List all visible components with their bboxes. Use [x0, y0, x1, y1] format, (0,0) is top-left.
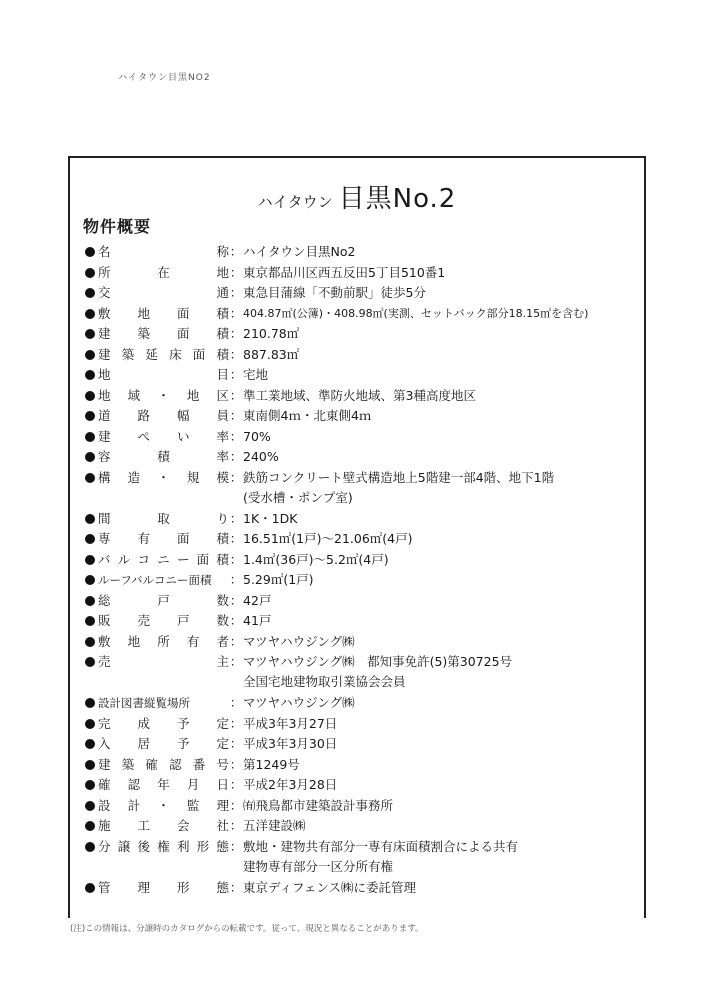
colon-separator: ： [229, 592, 243, 608]
property-value [243, 283, 640, 303]
property-row [85, 468, 640, 509]
property-value-line: 1.4㎡(36戸)〜5.2㎡(4戸) [243, 551, 389, 567]
property-value-line: 41戸 [243, 613, 272, 628]
bullet-icon [85, 596, 95, 606]
property-value-line: 887.83㎡ [243, 346, 300, 362]
property-row [85, 878, 640, 899]
property-value [243, 591, 640, 611]
colon-separator: ： [229, 777, 243, 792]
property-row [85, 693, 640, 714]
property-row [85, 734, 640, 755]
property-value [243, 365, 640, 385]
document-title [70, 178, 644, 215]
property-label: 構 造 ・ 規 模 [98, 469, 229, 485]
property-value-line: マツヤハウジング㈱ 都知事免許(5)第30725号 [243, 654, 513, 669]
property-label: 販 売 戸 数 [98, 613, 229, 628]
colon-separator: ： [229, 326, 243, 341]
property-value-line: 平成2年3月28日 [243, 777, 338, 792]
property-label: 地 域 ・ 地 区 [98, 387, 229, 403]
property-row [85, 816, 640, 837]
property-value [243, 529, 640, 549]
property-value-line: 5.29㎡(1戸) [243, 572, 314, 587]
property-value [243, 816, 640, 836]
colon-separator: ： [229, 264, 243, 280]
property-summary-frame [68, 156, 646, 918]
property-label: 所 在 地 [98, 264, 229, 280]
property-row [85, 652, 640, 693]
property-label: 名 称 [98, 244, 229, 259]
property-value [243, 755, 640, 775]
bullet-icon [85, 821, 95, 831]
property-row [85, 283, 640, 304]
property-row [85, 796, 640, 817]
property-label: ルーフバルコニー面積 [98, 573, 212, 587]
bullet-icon [85, 534, 95, 544]
property-row [85, 632, 640, 653]
colon-separator: ： [229, 695, 243, 710]
property-label: 地 目 [98, 367, 229, 382]
footnote: (注)この情報は、分譲時のカタログからの転載です。従って、現況と異なることがあります。 [70, 924, 424, 934]
bullet-icon [85, 842, 95, 852]
property-row [85, 345, 640, 366]
property-value [243, 447, 640, 467]
property-row [85, 570, 640, 591]
bullet-icon [85, 616, 95, 626]
bullet-icon [85, 514, 95, 524]
property-value-line: 東南側4ｍ・北東側4ｍ [243, 408, 372, 423]
colon-separator: ： [229, 305, 243, 321]
property-label: 建 築 確 認 番 号 [98, 756, 229, 772]
property-value-line: 平成3年3月30日 [243, 736, 338, 751]
colon-separator: ： [229, 654, 243, 669]
property-value [243, 550, 640, 570]
colon-separator: ： [229, 633, 243, 649]
property-label: 設計図書縦覧場所 [98, 696, 190, 710]
property-value [243, 796, 640, 816]
property-label: 入 居 予 定 [98, 736, 229, 751]
property-row [85, 427, 640, 448]
property-row [85, 714, 640, 735]
title-main: 目黒No.2 [338, 184, 457, 214]
colon-separator: ： [229, 408, 243, 423]
property-value [243, 714, 640, 734]
bullet-icon [85, 370, 95, 380]
property-value [243, 324, 640, 344]
property-label: 敷 地 面 積 [98, 305, 229, 321]
bullet-icon [85, 883, 95, 893]
property-row [85, 365, 640, 386]
title-sub: ハイタウン [257, 193, 333, 211]
property-label: 建 ぺ い 率 [98, 428, 229, 444]
property-value-line: マツヤハウジング㈱ [243, 633, 355, 649]
bullet-icon [85, 309, 95, 319]
colon-separator: ： [229, 715, 243, 731]
property-value [243, 509, 640, 529]
bullet-icon [85, 329, 95, 339]
property-value [243, 406, 640, 426]
property-value [243, 878, 640, 898]
property-label: 設 計 ・ 監 理 [98, 797, 229, 813]
property-value [243, 427, 640, 447]
property-row [85, 550, 640, 571]
property-value [243, 386, 640, 406]
property-value [243, 242, 640, 262]
colon-separator: ： [229, 387, 243, 403]
section-title: 物件概要 [83, 217, 152, 236]
bullet-icon [85, 411, 95, 421]
property-value [243, 263, 640, 283]
property-value-line: 1K・1DK [243, 510, 298, 526]
property-value [243, 611, 640, 631]
property-row [85, 611, 640, 632]
bullet-icon [85, 739, 95, 749]
property-row [85, 755, 640, 776]
property-label: 分 譲 後 権 利 形 態 [98, 838, 229, 854]
bullet-icon [85, 657, 95, 667]
property-value [243, 468, 640, 508]
property-label: 総 戸 数 [98, 592, 229, 608]
bullet-icon [85, 288, 95, 298]
property-value-line: 210.78㎡ [243, 326, 300, 341]
property-value [243, 693, 640, 713]
colon-separator: ： [229, 367, 243, 382]
property-row [85, 386, 640, 407]
property-row [85, 591, 640, 612]
property-value-line: 16.51㎡(1戸)〜21.06㎡(4戸) [243, 531, 413, 546]
colon-separator: ： [229, 613, 243, 628]
colon-separator: ： [229, 285, 243, 300]
colon-separator: ： [229, 818, 243, 833]
property-row [85, 447, 640, 468]
property-value [243, 345, 640, 365]
property-value [243, 652, 640, 692]
colon-separator: ： [229, 572, 243, 587]
property-value-line: 404.87㎡(公簿)・408.98㎡(実測、セットバック部分18.15㎡を含む) [243, 306, 589, 320]
bullet-icon [85, 452, 95, 462]
colon-separator: ： [229, 510, 243, 526]
colon-separator: ： [229, 756, 243, 772]
property-value-line: 準工業地域、準防火地域、第3種高度地区 [243, 387, 476, 403]
property-row [85, 529, 640, 550]
property-row [85, 509, 640, 530]
bullet-icon [85, 432, 95, 442]
bullet-icon [85, 350, 95, 360]
property-row [85, 406, 640, 427]
property-value-line: ハイタウン目黒No2 [243, 244, 356, 259]
colon-separator: ： [229, 244, 243, 259]
property-row [85, 775, 640, 796]
bullet-icon [85, 637, 95, 647]
property-value-line: 平成3年3月27日 [243, 715, 338, 731]
property-row [85, 263, 640, 284]
property-value-line: 東京ディフェンス㈱に委託管理 [243, 879, 417, 895]
colon-separator: ： [229, 551, 243, 567]
property-value [243, 837, 640, 877]
property-value [243, 304, 640, 324]
property-row [85, 304, 640, 325]
property-value-line: 240% [243, 449, 279, 464]
property-label: 道 路 幅 員 [98, 408, 229, 423]
property-value-line: 東急目蒲線「不動前駅」徒歩5分 [243, 285, 426, 300]
bullet-icon [85, 268, 95, 278]
colon-separator: ： [229, 428, 243, 444]
property-label: 間 取 り [98, 510, 229, 526]
property-row [85, 837, 640, 878]
property-label: 施 工 会 社 [98, 818, 229, 833]
property-value [243, 632, 640, 652]
colon-separator: ： [229, 469, 243, 485]
property-value-line2: 建物専有部分一区分所有権 [243, 858, 394, 874]
property-value-line: 敷地・建物共有部分一専有床面積割合による共有 [243, 838, 519, 854]
bullet-icon [85, 247, 95, 257]
property-value [243, 734, 640, 754]
property-label: 敷 地 所 有 者 [98, 633, 229, 649]
property-value-line: 五洋建設㈱ [243, 818, 306, 833]
property-label: バ ル コ ニ ー 面 積 [98, 551, 229, 567]
property-value [243, 775, 640, 795]
property-row [85, 324, 640, 345]
property-value-line: 70% [243, 428, 271, 444]
colon-separator: ： [229, 736, 243, 751]
colon-separator: ： [229, 449, 243, 464]
property-value-line: 第1249号 [243, 756, 300, 772]
property-value [243, 570, 640, 590]
property-value-line: ㈲飛鳥都市建築設計事務所 [243, 797, 394, 813]
property-value-line2: 全国宅地建物取引業協会会員 [243, 674, 406, 689]
property-label: 管 理 形 態 [98, 879, 229, 895]
property-label: 専 有 面 積 [98, 531, 229, 546]
property-label: 交 通 [98, 285, 229, 300]
property-value-line: 東京都品川区西五反田5丁目510番1 [243, 264, 446, 280]
bullet-icon [85, 391, 95, 401]
property-label: 建 築 延 床 面 積 [98, 346, 229, 362]
property-label: 建 築 面 積 [98, 326, 229, 341]
property-label: 売 主 [98, 654, 229, 669]
bullet-icon [85, 780, 95, 790]
property-value-line2: (受水槽・ポンプ室) [243, 489, 353, 505]
property-value-line: 鉄筋コンクリート壁式構造地上5階建一部4階、地下1階 [243, 469, 555, 485]
bullet-icon [85, 575, 95, 585]
colon-separator: ： [229, 531, 243, 546]
bullet-icon [85, 719, 95, 729]
property-label: 確 認 年 月 日 [98, 777, 229, 792]
bullet-icon [85, 698, 95, 708]
bullet-icon [85, 473, 95, 483]
property-value-line: 宅地 [243, 367, 269, 382]
bullet-icon [85, 555, 95, 565]
colon-separator: ： [229, 797, 243, 813]
colon-separator: ： [229, 838, 243, 854]
colon-separator: ： [229, 346, 243, 362]
colon-separator: ： [229, 879, 243, 895]
property-value-line: 42戸 [243, 592, 272, 608]
bullet-icon [85, 760, 95, 770]
header-note: ハイタウン目黒NO2 [118, 73, 211, 83]
property-label: 完 成 予 定 [98, 715, 229, 731]
bullet-icon [85, 801, 95, 811]
property-row [85, 242, 640, 263]
property-value-line: マツヤハウジング㈱ [243, 695, 355, 710]
property-label: 容 積 率 [98, 449, 229, 464]
property-rows [85, 242, 640, 898]
